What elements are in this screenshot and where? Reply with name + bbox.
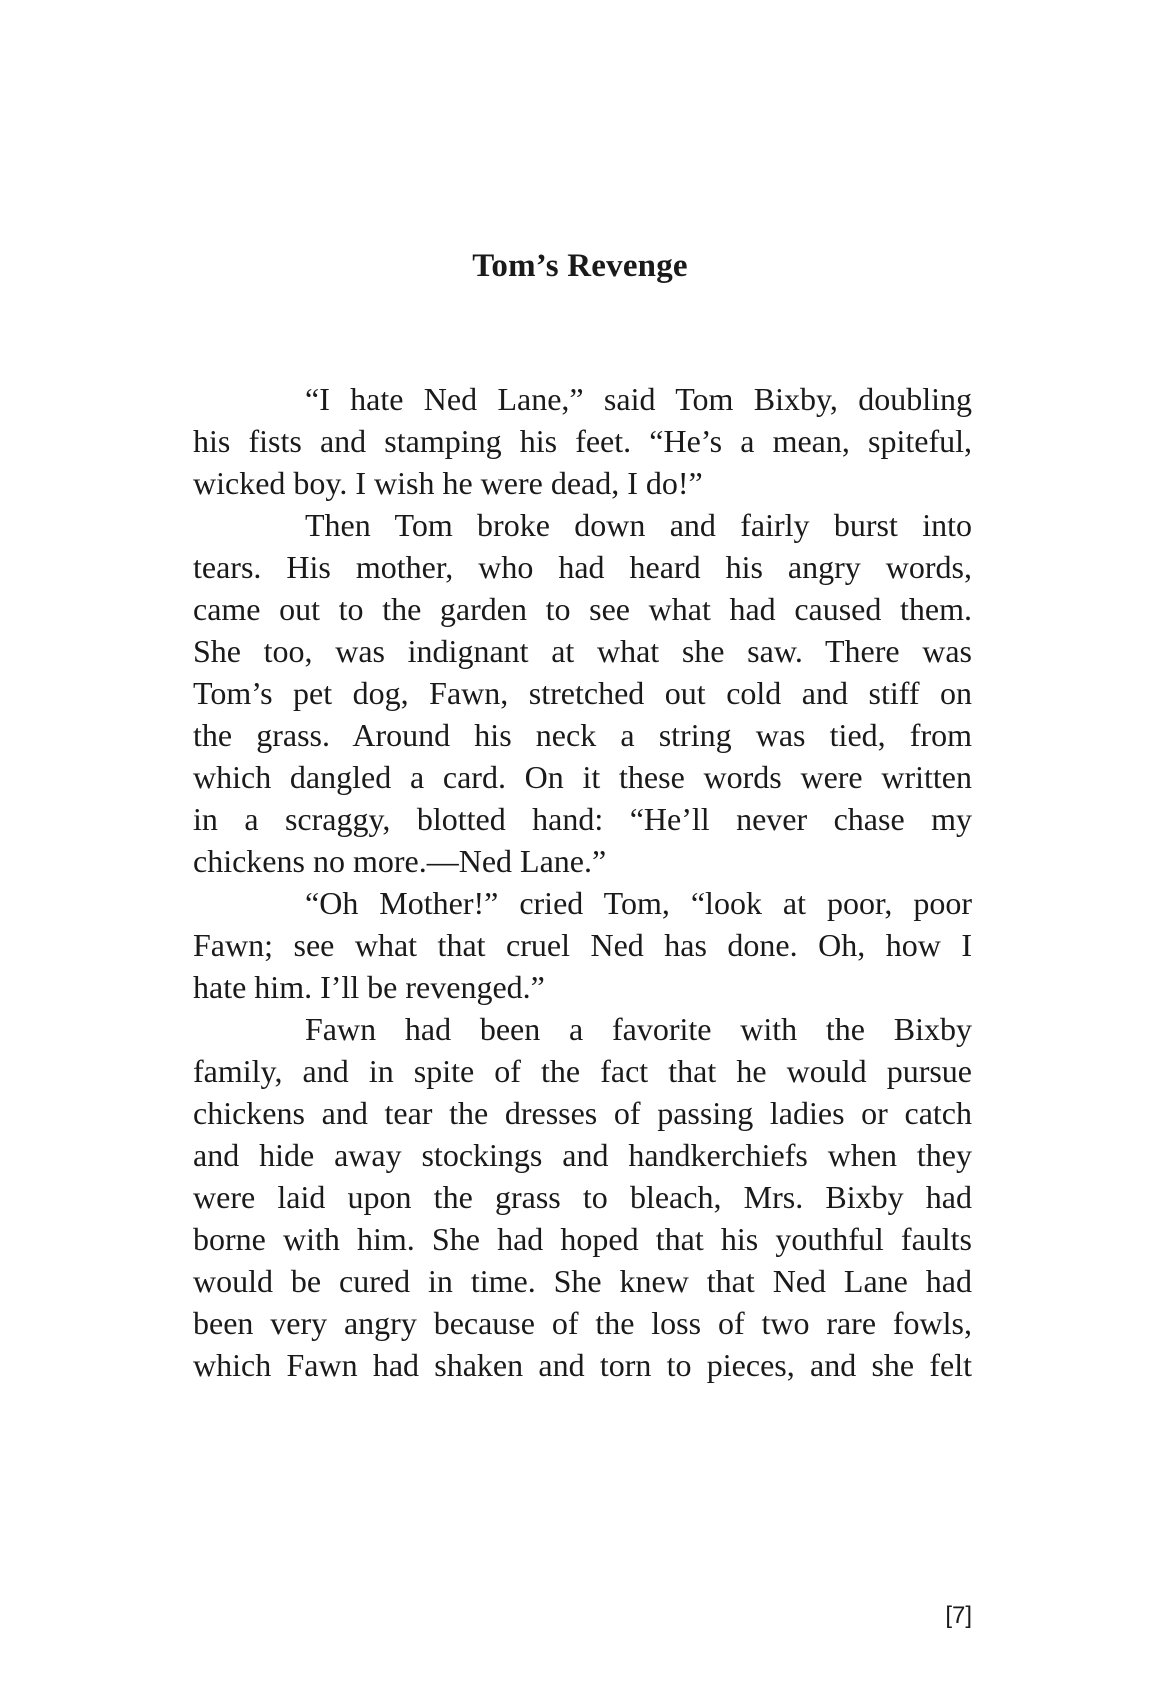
text-line: She too, was indignant at what she saw. There was [193,633,972,669]
text-line: Fawn; see what that cruel Ned has done. Oh, how I [193,927,972,963]
text-line: hate him. I’ll be revenged.” [193,969,545,1005]
text-line: wicked boy. I wish he were dead, I do!” [193,465,703,501]
text-line: Tom’s pet dog, Fawn, stretched out cold and stiff on [193,675,972,711]
text-line: Fawn had been a favorite with the Bixby [305,1011,972,1047]
text-line: tears. His mother, who had heard his angry words, [193,549,972,585]
chapter-title: Tom’s Revenge [472,248,688,284]
text-line: “Oh Mother!” cried Tom, “look at poor, poor [305,885,972,921]
text-line: “I hate Ned Lane,” said Tom Bixby, doubling [305,381,972,417]
text-line: his fists and stamping his feet. “He’s a mean, spiteful, [193,423,972,459]
text-line: were laid upon the grass to bleach, Mrs. Bixby had [193,1179,972,1215]
body-text [193,378,972,1386]
text-line: which dangled a card. On it these words were written [193,759,972,795]
text-line: borne with him. She had hoped that his youthful faults [193,1221,972,1257]
text-line: which Fawn had shaken and torn to pieces, and she felt [193,1347,972,1383]
text-line: chickens no more.—Ned Lane.” [193,843,607,879]
text-line: been very angry because of the loss of two rare fowls, [193,1305,972,1341]
text-line: in a scraggy, blotted hand: “He’ll never chase my [193,801,972,837]
text-line: the grass. Around his neck a string was tied, from [193,717,972,753]
text-line: family, and in spite of the fact that he would pursue [193,1053,972,1089]
text-line: came out to the garden to see what had caused them. [193,591,972,627]
text-line: chickens and tear the dresses of passing ladies or catch [193,1095,972,1131]
text-line: and hide away stockings and handkerchiefs when they [193,1137,972,1173]
text-line: Then Tom broke down and fairly burst into [305,507,972,543]
page-number: [7] [945,1602,972,1629]
text-line: would be cured in time. She knew that Ned Lane had [193,1263,972,1299]
